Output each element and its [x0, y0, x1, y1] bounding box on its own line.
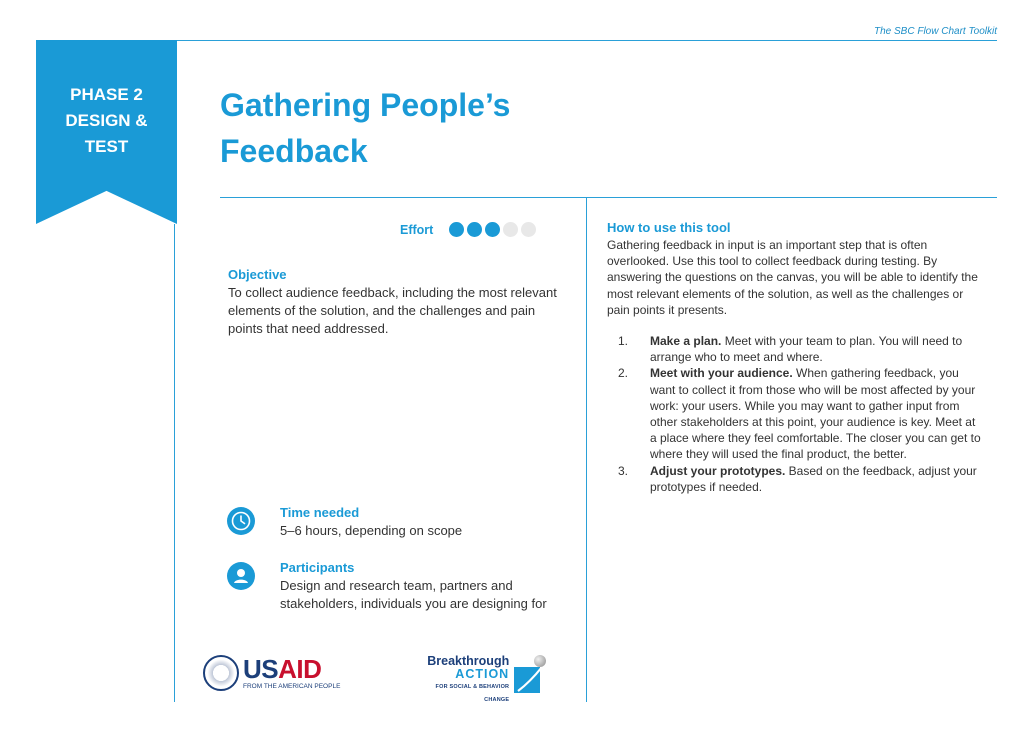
participants-section [227, 560, 557, 613]
effort-label: Effort [400, 222, 434, 237]
step-text: Meet with your team to plan. You will need to arrange who to meet and where. [650, 334, 963, 365]
step-body [650, 333, 982, 365]
effort-dot-empty [521, 222, 536, 237]
step-text: When gathering feedback, you want to collect it from those who will be most affected by your work: your users. While you may want to gather input from other stakeholders at this point, your audience is key. Meet at a place where they feel comfortable. The closer you can get to where they will used the final product, the better. [650, 366, 981, 462]
step-title: Adjust your prototypes. [650, 463, 786, 478]
step-body [650, 365, 982, 462]
list-item [607, 365, 982, 462]
effort-dots [449, 222, 536, 237]
left-divider [174, 224, 175, 702]
how-to-section [607, 220, 982, 495]
effort-indicator [400, 222, 536, 237]
ba-tagline: FOR SOCIAL & BEHAVIOR CHANGE [435, 684, 510, 703]
title-rule [220, 197, 997, 198]
participants-text: Design and research team, partners and stakeholders, individuals you are designing for [280, 578, 547, 611]
breakthrough-action-logo [422, 655, 547, 707]
time-needed-section [227, 505, 557, 540]
participants-heading: Participants [280, 560, 355, 575]
how-to-intro: Gathering feedback in input is an important step that is often overlooked. Use this tool to collect feedback during testing. By answering the questions on the canvas, you will be able to identify the most relevant elements of the solution, as well as the challenges or pain points it presents. [607, 238, 978, 317]
ba-wordmark-line1: Breakthrough [427, 654, 510, 668]
usaid-wordmark-us: US [243, 654, 279, 684]
step-number: 3. [618, 463, 629, 478]
effort-dot-filled [467, 222, 482, 237]
ba-mark-icon [512, 655, 547, 695]
step-title: Make a plan. [650, 334, 722, 349]
list-item [607, 463, 982, 495]
page-title: Gathering People’s Feedback [220, 87, 511, 169]
objective-text: To collect audience feedback, including the most relevant elements of the solution, and the challenges and pain points that need addressed. [228, 285, 557, 336]
usaid-tagline: FROM THE AMERICAN PEOPLE [243, 683, 341, 690]
top-rule [177, 40, 997, 41]
time-needed-heading: Time needed [280, 505, 360, 520]
person-icon [227, 562, 255, 590]
how-to-steps [607, 333, 982, 495]
toolkit-name: The SBC Flow Chart Toolkit [873, 26, 997, 37]
partner-logos [203, 654, 510, 703]
time-needed-text: 5–6 hours, depending on scope [280, 523, 463, 538]
usaid-logo [203, 655, 340, 691]
step-title: Meet with your audience. [650, 366, 793, 381]
ba-wordmark-line2: ACTION [455, 667, 510, 681]
effort-dot-empty [503, 222, 518, 237]
list-item [607, 333, 982, 365]
clock-icon [227, 507, 255, 535]
effort-dot-filled [449, 222, 464, 237]
objective-section [228, 267, 563, 338]
step-text: Based on the feedback, adjust your prototypes if needed. [650, 463, 977, 494]
effort-dot-filled [485, 222, 500, 237]
step-number: 2. [618, 366, 629, 381]
how-to-heading: How to use this tool [607, 220, 731, 235]
objective-heading: Objective [228, 267, 287, 282]
step-body [650, 463, 982, 495]
usaid-wordmark-aid: AID [278, 654, 322, 684]
column-divider [586, 198, 587, 702]
step-number: 1. [618, 334, 629, 349]
phase-label: PHASE 2 DESIGN & TEST [65, 85, 148, 156]
usaid-seal-icon [203, 655, 239, 691]
